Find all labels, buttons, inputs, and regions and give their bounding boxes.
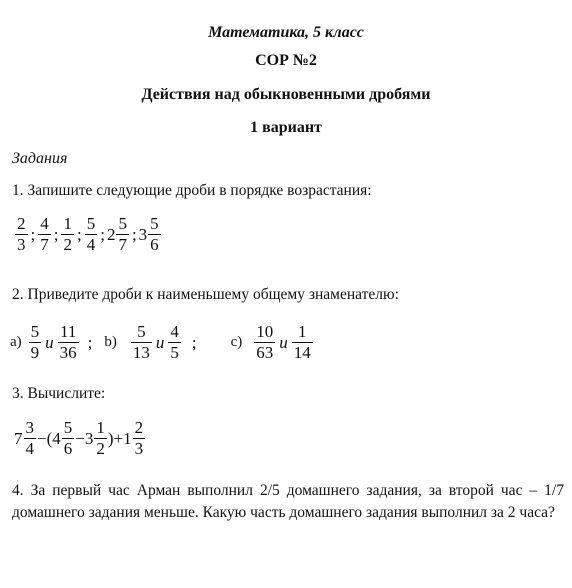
fraction: $\frac{5}{9}$: [30, 322, 40, 362]
part-b-label: b): [104, 334, 117, 350]
operator: )+1: [107, 428, 132, 448]
part-a-label: а): [10, 334, 22, 350]
fraction: $\frac{2}{3}$: [17, 214, 26, 254]
fraction: $\frac{5}{7}$: [118, 214, 127, 254]
fraction: $\frac{1}{14}$: [293, 322, 311, 362]
fraction: $\frac{5}{6}$: [63, 418, 73, 458]
fraction: $\frac{5}{4}$: [86, 214, 96, 254]
fraction: $\frac{1}{2}$: [63, 214, 72, 254]
operator: −(4: [37, 428, 61, 448]
operator: −3: [75, 428, 94, 448]
whole-part: 7: [14, 428, 23, 448]
task2-text: 2. Приведите дроби к наименьшему общему знаменателю:: [12, 286, 399, 303]
fraction: $\frac{3}{4}$: [25, 418, 34, 458]
task4-text: 4. За первый час Арман выполнил 2/5 домашнего задания, за второй час – 1/7 домашнего задания меньше. Какую часть домашнего задания выполнил за 2 часа?: [12, 482, 564, 521]
fraction: $\frac{11}{36}$: [59, 322, 77, 362]
task1-text: 1. Запишите следующие дроби в порядке возрастания:: [12, 182, 372, 199]
subject-title: Математика, 5 класс: [208, 24, 364, 41]
fraction: $\frac{4}{5}$: [170, 322, 179, 362]
part-c-label: c): [230, 334, 243, 350]
fraction: $\frac{1}{2}$: [96, 418, 105, 458]
task1-fractions: $\frac{2}{3}$ ; $\frac{4}{7}$ ; $\frac{1}{2}$ ; $\frac{5}{4}$ ; 2 $\frac{5}{7}$ ; 3 $\frac{5}{6}$: [17, 214, 159, 254]
fraction: $\frac{5}{13}$: [132, 322, 150, 362]
task3-text: 3. Вычислите:: [12, 385, 106, 402]
fraction: $\frac{10}{63}$: [256, 322, 274, 362]
fraction: $\frac{2}{3}$: [134, 418, 144, 458]
topic-title: Действия над обыкновенными дробями: [141, 86, 431, 103]
whole-part: 2: [106, 224, 116, 244]
whole-part: 3: [138, 224, 148, 244]
tasks-label: Задания: [12, 150, 68, 167]
fraction: $\frac{4}{7}$: [40, 214, 49, 254]
task2-fractions: а) $\frac{5}{9}$ и $\frac{11}{36}$ ; b) $\frac{5}{13}$ и $\frac{4}{5}$ ; c) $\frac{10}{63}$ и $\frac{1}{14}$: [10, 322, 311, 362]
task3-expression: [14, 418, 146, 459]
sor-title: СОР №2: [255, 52, 317, 69]
fraction: $\frac{5}{6}$: [150, 214, 159, 254]
variant-title: 1 вариант: [250, 119, 322, 136]
